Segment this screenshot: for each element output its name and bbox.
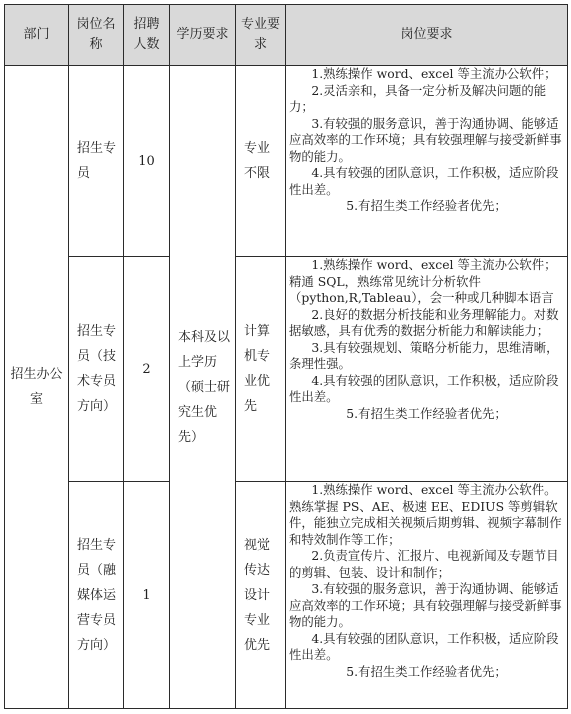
header-position: 岗位名称 (69, 5, 124, 66)
requirement-item: 4.具有较强的团队意识，工作积极，适应阶段性出差。 (289, 165, 559, 197)
table-row (5, 482, 568, 709)
requirements-cell (286, 482, 568, 709)
requirements-cell (286, 66, 568, 257)
requirement-item: 4.具有较强的团队意识，工作积极，适应阶段性出差。 (289, 630, 559, 662)
headcount-cell: 10 (124, 66, 170, 257)
requirement-item: 5.有招生类工作经验者优先； (346, 663, 507, 679)
table-row (5, 66, 568, 257)
requirement-item: 4.具有较强的团队意识，工作积极，适应阶段性出差。 (289, 372, 559, 404)
requirement-item: 3.具有较强规划、策略分析能力，思维清晰，条理性强。 (289, 339, 559, 371)
header-requirements: 岗位要求 (286, 5, 568, 66)
requirement-item: 1.熟练操作 word、excel 等主流办公软件；精通 SQL，熟练常见统计分析软件（python,R,Tableau），会一种或几种脚本语言 (289, 257, 557, 305)
requirement-item: 3.有较强的服务意识，善于沟通协调、能够适应高效率的工作环境；具有较强理解与接受新鲜事物的能力。 (289, 581, 562, 629)
header-department: 部门 (5, 5, 69, 66)
education-cell: 本科及以上学历（硕士研究生优先） (170, 66, 236, 709)
requirement-item: 2.负责宣传片、汇报片、电视新闻及专题节目的剪辑、包装、设计和制作； (289, 548, 559, 580)
position-cell: 招生专员（技术专员方向） (69, 257, 124, 482)
requirement-item: 5.有招生类工作经验者优先； (346, 405, 507, 421)
job-requirements-table (4, 4, 568, 709)
major-cell: 视觉传达设计专业优先 (236, 482, 286, 709)
requirement-item: 2.良好的数据分析技能和业务理解能力。对数据敏感，具有优秀的数据分析能力和解读能力； (289, 306, 559, 338)
requirements-list (289, 482, 564, 680)
table-header-row (5, 5, 568, 66)
requirement-item: 2.灵活亲和，具备一定分析及解决问题的能力； (289, 82, 547, 114)
document-page (4, 4, 567, 709)
requirement-item: 5.有招生类工作经验者优先； (346, 198, 507, 213)
requirement-item: 3.有较强的服务意识，善于沟通协调、能够适应高效率的工作环境；具有较强理解与接受新鲜事物的能力。 (289, 115, 562, 164)
header-major: 专业要求 (236, 5, 286, 66)
major-cell: 计算机专业优先 (236, 257, 286, 482)
header-headcount: 招聘人数 (124, 5, 170, 66)
requirements-cell (286, 257, 568, 482)
position-cell: 招生专员 (69, 66, 124, 257)
major-cell: 专业不限 (236, 66, 286, 257)
table-row (5, 257, 568, 482)
requirements-list (289, 257, 564, 422)
headcount-cell: 1 (124, 482, 170, 709)
requirements-list (289, 66, 564, 215)
header-education: 学历要求 (170, 5, 236, 66)
requirement-item: 1.熟练操作 word、excel 等主流办公软件。熟练掌握 PS、AE、极速 EE、EDIUS 等剪辑软件，能独立完成相关视频后期剪辑、视频字幕制作和特效制作等工作； (289, 482, 562, 547)
requirement-item: 1.熟练操作 word、excel 等主流办公软件； (311, 66, 557, 81)
department-cell: 招生办公室 (5, 66, 69, 709)
headcount-cell: 2 (124, 257, 170, 482)
position-cell: 招生专员（融媒体运营专员方向） (69, 482, 124, 709)
